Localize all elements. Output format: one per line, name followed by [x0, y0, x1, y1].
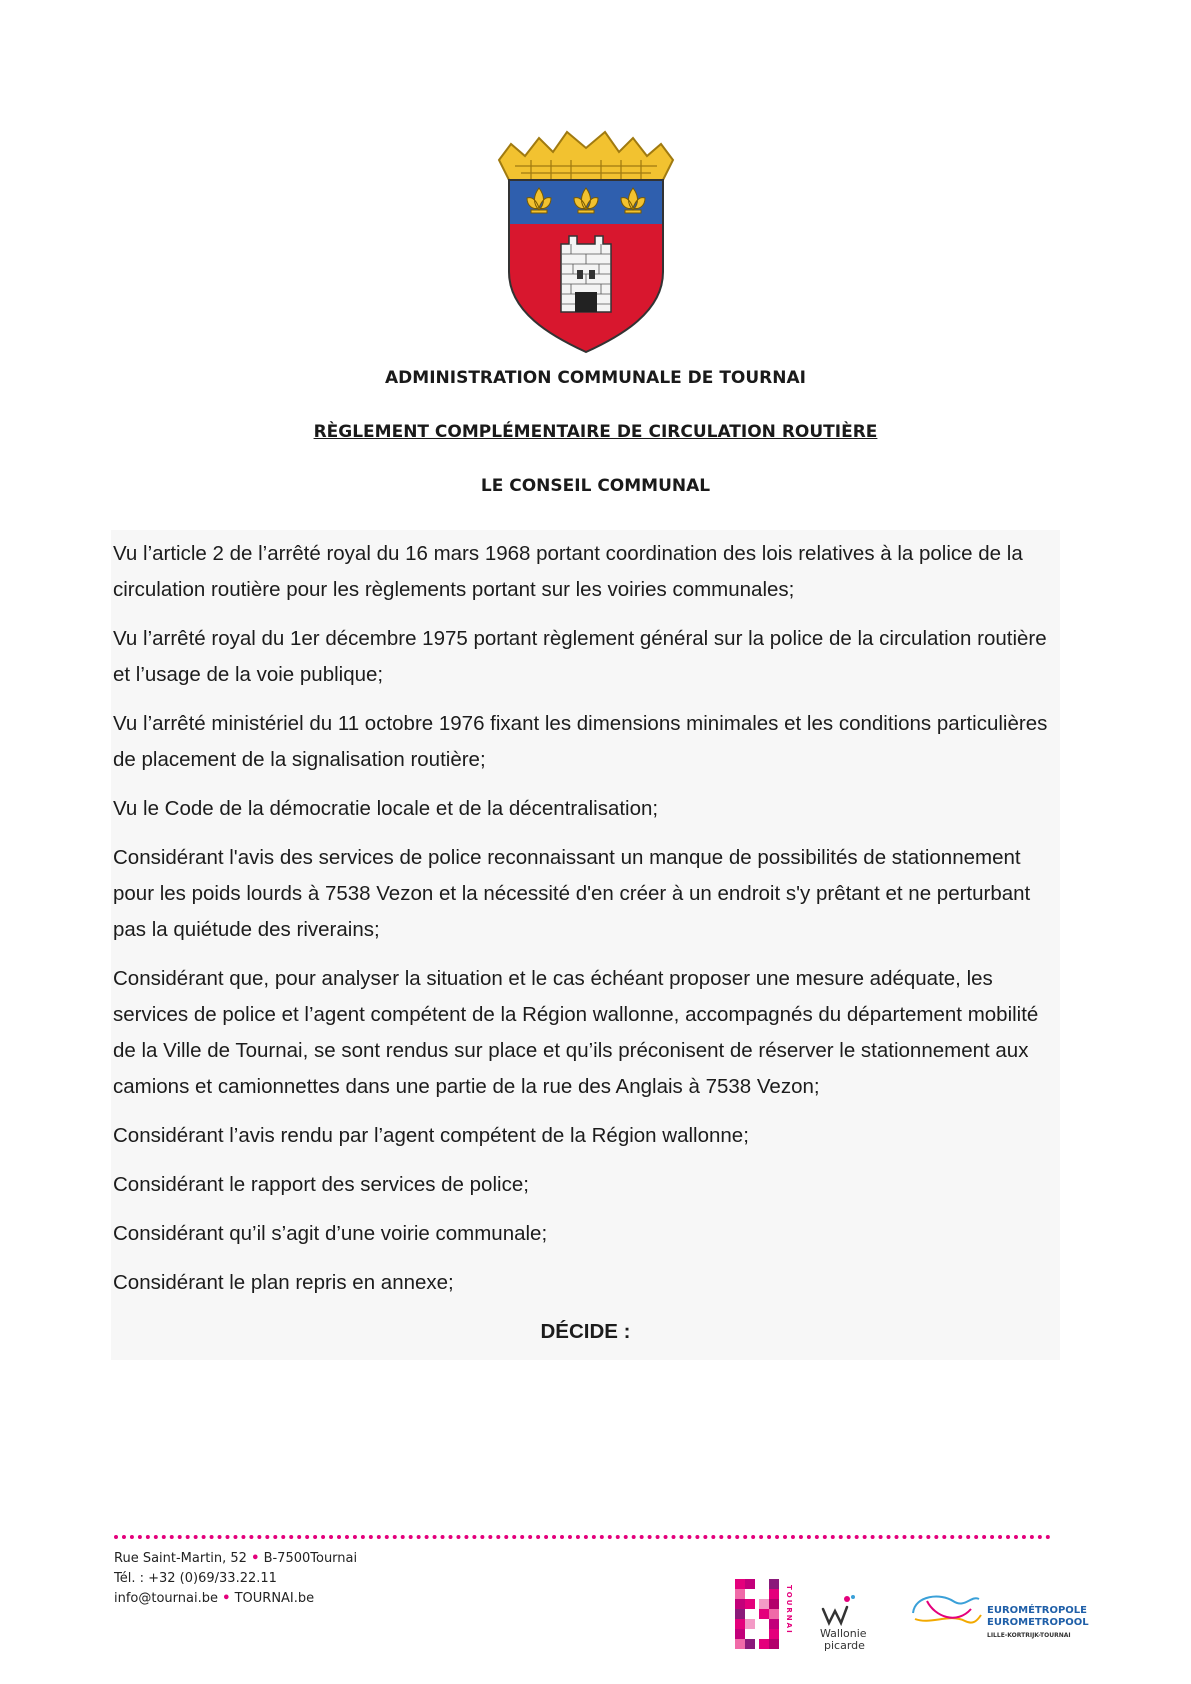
tournai-logo-text: TOURNAI: [785, 1585, 793, 1635]
wallonie-picarde-logo: [820, 1595, 867, 1652]
castle-tower-icon: [561, 236, 611, 312]
separator-dot: •: [222, 1591, 231, 1606]
email-link[interactable]: info@tournai.be: [114, 1591, 218, 1606]
eurometropole-text: EUROMÉTROPOLE: [987, 1605, 1087, 1616]
paragraph: Vu le Code de la démocratie locale et de la décentralisation;: [113, 797, 659, 820]
paragraph: Considérant qu’il s’agit d’une voirie communale;: [113, 1222, 548, 1245]
regulation-title: RÈGLEMENT COMPLÉMENTAIRE DE CIRCULATION ROUTIÈRE: [313, 422, 878, 442]
paragraph: Vu l’arrêté ministériel du 11 octobre 1976 fixant les dimensions minimales et les conditions particulières de placement de la signalisation routière;: [113, 712, 1048, 771]
paragraph: Considérant le rapport des services de police;: [113, 1173, 529, 1196]
partner-logos: [735, 1565, 1095, 1655]
paragraph: Considérant l'avis des services de police reconnaissant un manque de possibilités de stationnement pour les poids lourds à 7538 Vezon et la nécessité d'en créer à un endroit s'y prêtant et ne perturbant pas la quiétude des riverains;: [113, 846, 1031, 941]
tournai-logo: [735, 1579, 793, 1649]
decision-heading: DÉCIDE :: [540, 1320, 631, 1343]
eurometropool-text: EUROMETROPOOL: [987, 1617, 1089, 1628]
picarde-logo-text: picarde: [824, 1639, 865, 1652]
paragraph: Considérant que, pour analyser la situation et le cas échéant proposer une mesure adéquate, les services de police et l’agent compétent de la Région wallonne, accompagnés du département mobilité de la Ville de Tournai, se sont rendus sur place et qu’ils préconisent de réserver le stationnement aux camions et camionnettes dans une partie de la rue des Anglais à 7538 Vezon;: [113, 967, 1039, 1098]
tournai-coat-of-arms: [491, 122, 681, 354]
document-body: [111, 530, 1060, 1360]
paragraph: Vu l’arrêté royal du 1er décembre 1975 portant règlement général sur la police de la circulation routière et l’usage de la voie publique;: [113, 627, 1047, 686]
paragraph: Considérant l’avis rendu par l’agent compétent de la Région wallonne;: [113, 1124, 749, 1147]
footer-web-line: [114, 1589, 357, 1609]
administration-heading: ADMINISTRATION COMMUNALE DE TOURNAI: [385, 368, 806, 388]
paragraph: Vu l’article 2 de l’arrêté royal du 16 mars 1968 portant coordination des lois relatives à la police de la circulation routière pour les règlements portant sur les voiries communales;: [113, 542, 1023, 601]
wallonie-logo-text: Wallonie: [820, 1627, 867, 1640]
street-address: Rue Saint-Martin, 52: [114, 1551, 247, 1566]
footer-contact: [114, 1549, 357, 1609]
footer-divider: [114, 1535, 1051, 1539]
council-heading: LE CONSEIL COMMUNAL: [480, 476, 711, 496]
postal-address: B-7500Tournai: [263, 1551, 358, 1566]
footer-address-line: [114, 1549, 357, 1569]
phone-number: Tél. : +32 (0)69/33.22.11: [114, 1571, 277, 1586]
website-link[interactable]: TOURNAI.be: [234, 1591, 315, 1606]
paragraph: Considérant le plan repris en annexe;: [113, 1271, 454, 1294]
eurometropole-logo: [913, 1597, 1089, 1639]
separator-dot: •: [251, 1551, 260, 1566]
eurometropole-cities-text: LILLE-KORTRIJK-TOURNAI: [987, 1632, 1071, 1639]
crown-icon: [499, 132, 673, 180]
